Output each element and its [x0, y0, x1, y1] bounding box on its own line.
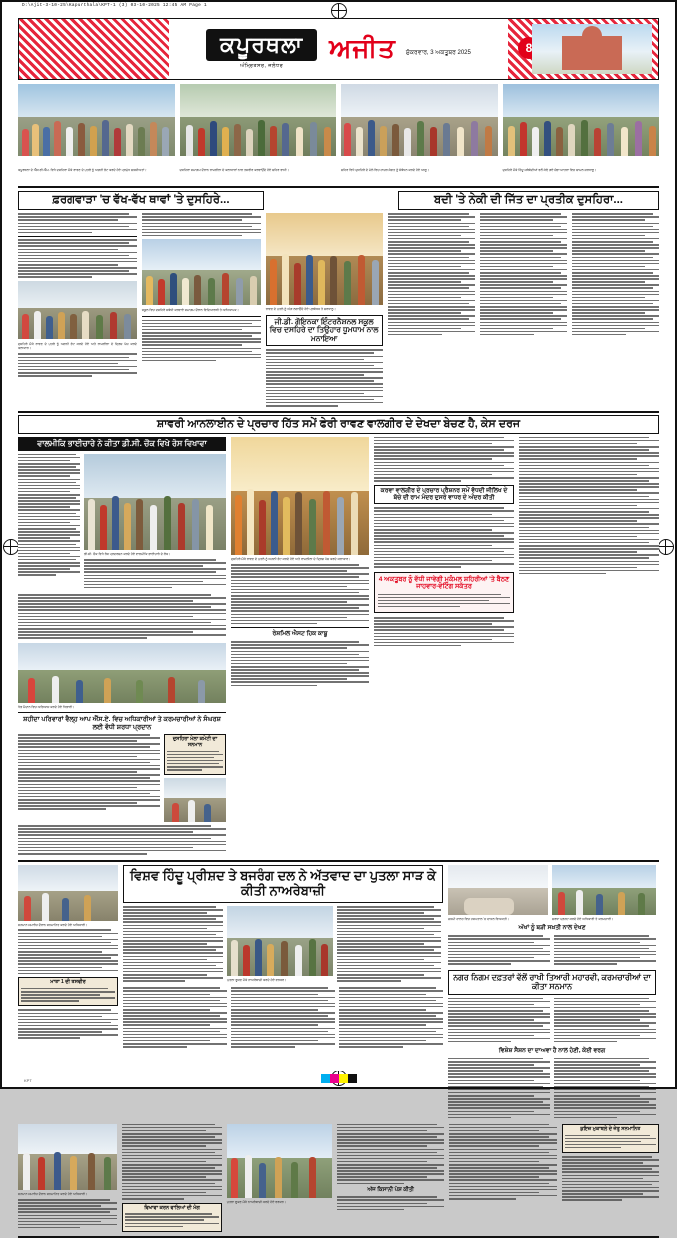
bottom-grid	[18, 1124, 659, 1232]
subhead-3: ਦੁਸਹਿਰਾ ਮੇਲਾ ਕਮੇਟੀ ਦਾ ਸਨਮਾਨ	[172, 736, 218, 748]
article-f1-text	[572, 213, 659, 335]
column-k	[18, 865, 118, 1120]
edition-sub: ਅੰਮ੍ਰਿਤਸਰ, ਜਲੰਧਰ	[240, 63, 284, 69]
article-m2-text	[554, 935, 656, 966]
article-l3-text	[123, 987, 227, 1049]
article-n1-text	[18, 1199, 117, 1228]
headline-8: 4 ਅਕਤੂਬਰ ਨੂੰ ਵੱਧੀ ਜਾਵੇਗੀ ਮੁਕੰਮਲ ਸ਼ਹਿਰੀਆਂ 'ਤੇ ਬੈਠਣ ਜਾਹਵਾਰ-ਵੋਟਿੰਗ ਸਕੱਤਰ	[378, 575, 510, 591]
caption-p: ਪੁਤਲਾ ਫੂਕਣ ਮੌਕੇ ਨਾਅਰੇਬਾਜ਼ੀ ਕਰਦੇ ਹੋਏ ਵਰਕਰ।	[226, 1199, 286, 1204]
caption-m1: ਜ਼ਖ਼ਮੀ ਹਾਲਤ ਵਿਚ ਹਸਪਤਾਲ 'ਚ ਦਾਖ਼ਲ ਵਿਅਕਤੀ।	[448, 917, 510, 922]
column-d	[388, 213, 475, 408]
photo-m2	[552, 865, 656, 915]
article-l5-text	[339, 987, 443, 1049]
top-photo-strip	[18, 84, 659, 184]
registration-mark-top	[331, 3, 347, 19]
dome-shape	[582, 26, 602, 38]
headline-6: ਰੇਸ਼ਮਿਲ ਐਸਟ ਹਿਕ ਕਾਬੂ	[272, 631, 328, 638]
footer-code: KPT	[24, 1078, 32, 1083]
article-a2-text	[18, 239, 137, 278]
photo-h	[231, 437, 369, 555]
caption-l: ਪੁਤਲਾ ਫੂਕਣ ਮੌਕੇ ਨਾਅਰੇਬਾਜ਼ੀ ਕਰਦੇ ਹੋਏ ਵਰਕਰ।	[227, 978, 287, 983]
headline-12: ਅੱਖਾਂ ਨੂੰ ਬੜੀ ਸਖ਼ਤੀ ਨਾਲ ਦੇਖਣ	[518, 925, 586, 932]
article-k2-text	[21, 988, 115, 1002]
photo-4-caption: ਦੁਸਹਿਰੇ ਮੌਕੇ ਹਿੰਦੂ ਜਥੇਬੰਦੀਆਂ ਵਲੋਂ ਕੱਢੇ ਗਏ ਸ਼ੋਭਾ ਯਾਤਰਾ ਵਿਚ ਸ਼ਾਮਲ ਸ਼ਰਧਾਲੂ।	[502, 168, 597, 172]
article-c1-text	[266, 349, 383, 406]
column-i	[374, 437, 514, 856]
article-s1-text	[565, 1135, 656, 1149]
article-i4-text	[374, 617, 514, 646]
caption-c: ਰਾਵਣ ਦੇ ਪੁਤਲੇ ਨੂੰ ਅੱਗ ਲਗਾਉਂਦੇ ਹੋਏ ਪ੍ਰਬੰਧਕ ਤੇ ਸ਼ਰਧਾਲੂ।	[265, 307, 336, 312]
photo-b	[142, 239, 261, 305]
article-g5-text	[167, 751, 223, 771]
divider-4	[18, 1236, 659, 1238]
cmyk-magenta	[330, 1074, 339, 1083]
sidebar-box-1	[18, 977, 118, 1006]
subhead-4: ਵਿਖਾਵਾ ਕਰਨ ਵਾਲਿਆਂ ਦੀ ਮੰਗ	[144, 1204, 200, 1211]
sidebar-box-2	[122, 1203, 221, 1232]
column-a	[18, 213, 137, 408]
caption-h: ਦੁਸਹਿਰੇ ਮੌਕੇ ਰਾਵਣ ਦੇ ਪੁਤਲੇ ਨੂੰ ਅਗਨੀ ਭੇਟ ਕਰਦੇ ਹੋਏ ਅਤੇ ਰਾਮਲੀਲਾ ਦੇ ਦ੍ਰਿਸ਼ ਪੇਸ਼ ਕਰਦੇ ਕਲਾਕਾਰ।	[231, 556, 351, 561]
photo-g	[84, 454, 226, 550]
cmyk-cyan	[321, 1074, 330, 1083]
column-f	[572, 213, 659, 408]
cmyk-black	[348, 1074, 357, 1083]
headline-11: ਨਗਰ ਨਿਗਮ ਦਫ਼ਤਰਾਂ ਵੱਲੋਂ ਰਾਖੀ ਤਿਆਰੀ ਮਹਾਰਵੀ, ਕਰਮਚਾਰੀਆਂ ਦਾ ਕੀਤਾ ਸਨਮਾਨ	[453, 973, 651, 992]
photo-m1	[448, 865, 548, 915]
caption-k: ਸਨਮਾਨ ਸਮਾਰੋਹ ਦੌਰਾਨ ਸਨਮਾਨਿਤ ਕਰਦੇ ਹੋਏ ਅਧਿਕਾਰੀ।	[18, 923, 88, 928]
photo-g2	[18, 643, 226, 703]
column-r	[449, 1124, 556, 1232]
photo-2-caption: ਦਸਹਿਰਾ ਸਮਾਗਮ ਦੌਰਾਨ ਰਾਮਲੀਲਾ ਦੇ ਕਲਾਕਾਰਾਂ ਨਾਲ ਤਸਵੀਰ ਕਰਵਾਉਂਦੇ ਹੋਏ ਸ਼ਹਿਰ ਵਾਸੀ।	[179, 168, 289, 172]
photo-k	[18, 865, 118, 921]
column-m	[448, 865, 656, 1120]
cmyk-yellow	[339, 1074, 348, 1083]
headline-4: ਸ਼ਾਵਰੀ ਆਨਲਾਈਨ ਦੇ ਪ੍ਰਚਾਰ ਹਿੱਤ ਸਮੇਂ ਫੇਰੀ ਰਾਵਣ ਵਾਲਗੀਰ ਦੇ ਦੇਖਦਾ ਬੇਚਣ ਹੈ, ਕੇਸ ਦਰਜ	[156, 418, 521, 431]
article-k3-text	[18, 1009, 118, 1038]
article-g3-text	[18, 594, 226, 639]
headline-13: ਅੱਜ ਕਿਸਾਨੀ ਪੇਸ਼ ਕੀਤੀ	[367, 1187, 414, 1194]
divider-2	[18, 411, 659, 413]
article-b1-text	[142, 213, 261, 236]
article-m1-text	[448, 935, 550, 966]
photo-4	[503, 84, 660, 156]
article-i1-text	[374, 437, 514, 482]
photo-3	[341, 84, 498, 156]
headline-3: ਜੀ.ਡੀ. ਗੋਇਨਕਾ ਇੰਟਰਨੈਸ਼ਨਲ ਸਕੂਲ ਵਿਚ ਦਸਹਿਰੇ ਦਾ ਤਿਉਹਾਰ ਧੂਮਧਾਮ ਨਾਲ ਮਨਾਇਆ	[269, 316, 379, 343]
building-shape	[562, 36, 622, 70]
article-l1-text	[123, 906, 223, 983]
article-m5-text	[448, 1058, 550, 1120]
column-j	[519, 437, 659, 856]
article-j1-text	[519, 437, 659, 575]
column-e	[480, 213, 567, 408]
article-m3-text	[448, 998, 550, 1044]
article-l4-text	[231, 987, 335, 1049]
article-g2-text	[84, 559, 226, 588]
photo-n	[18, 1124, 117, 1190]
article-a3-text	[18, 353, 137, 376]
masthead-center	[169, 19, 508, 79]
column-q	[337, 1124, 444, 1232]
headline-8-box	[374, 572, 514, 613]
issue-date: ਸ਼ੁੱਕਰਵਾਰ, 3 ਅਕਤੂਬਰ 2025	[405, 50, 471, 56]
article-s2-text	[562, 1156, 659, 1201]
headline-9: ਵਿਸ਼ਵ ਹਿੰਦੂ ਪ੍ਰੀਸ਼ਦ ਤੇ ਬਜਰੰਗ ਦਲ ਨੇ ਅੱਤਵਾਦ ਦਾ ਪੁਤਲਾ ਸਾੜ ਕੇ ਕੀਤੀ ਨਾਅਰੇਬਾਜ਼ੀ	[129, 868, 437, 899]
article-o1-text	[122, 1124, 221, 1200]
article-a1-text	[18, 213, 137, 233]
article-d1-text	[388, 213, 475, 335]
column-g	[18, 437, 226, 856]
article-i3-text	[378, 594, 510, 608]
headline-4-box	[18, 415, 659, 434]
divider-1	[18, 186, 659, 188]
divider-g	[18, 712, 226, 713]
sidebar-box-3	[562, 1124, 659, 1153]
photo-1	[18, 84, 175, 156]
article-m6-text	[554, 1058, 656, 1120]
article-e1-text	[480, 213, 567, 335]
masthead-pattern-left	[19, 19, 169, 79]
photo-1-caption: ਕਪੂਰਥਲਾ ਦੇ ਐੱਸ.ਡੀ.ਐੱਮ. ਵਿਖੇ ਦਸਹਿਰਾ ਮੌਕੇ ਰਾਵਣ ਦੇ ਪੁਤਲੇ ਨੂੰ ਅਗਨੀ ਭੇਟ ਕਰਦੇ ਹੋਏ ਪ੍ਰਮੁੱਖ ਸ਼ਖ਼ਸੀਅਤਾਂ।	[18, 168, 147, 172]
column-l	[123, 865, 443, 1120]
divider-b1	[142, 316, 261, 317]
headline-10: ਸ਼ਹੀਦਾ ਪਰਿਵਾਰਾਂ ਵੈਲ੍ਹ ਆਪ ਐੱਸ.ਏ. ਵਿਚ ਅਧਿਕਾਰੀਆਂ ਤੇ ਕਰਮਚਾਰੀਆਂ ਨੇ ਸੰਘਰਸ਼ ਲਈ ਵੱਧੀ ਸ਼ਰਧਾ ਪ੍ਰਦਾਨ	[23, 716, 221, 731]
headline-7: ਕਰਵਾ ਵਾਲਗੀਰ ਦੇ ਪ੍ਰਚਾਰ ਪ੍ਰੈਸ਼ਨਰ ਸਮੇਂ ਵੱਧਦੀ ਜੀਲਿਖ ਦੇ ਬੱਚੇ ਦੀ ਰਾਮ ਮੰਦਰ ਦੁਸਰੇ ਵਾਧਰ ਦੇ ਅੰਦਰ ਕੀਤੀ	[380, 487, 508, 501]
article-g6-text	[18, 825, 226, 854]
article-i2-text	[374, 507, 514, 567]
article-b2-text	[142, 320, 261, 362]
second-grid	[18, 437, 659, 856]
edition-title: ਕਪੂਰਥਲਾ	[206, 29, 317, 61]
photo-g3	[164, 778, 226, 822]
divider-h	[231, 627, 369, 628]
caption-m2: ਸ਼ਰਧਾ ਪ੍ਰਗਟ ਕਰਦੇ ਹੋਏ ਅਧਿਕਾਰੀ ਤੇ ਕਰਮਚਾਰੀ।	[552, 917, 614, 922]
divider-a1	[18, 236, 137, 237]
masthead	[18, 18, 659, 80]
article-o2-text	[125, 1213, 218, 1227]
column-h	[231, 437, 369, 856]
article-r1-text	[449, 1124, 556, 1200]
headline-3-box	[266, 315, 383, 347]
column-s	[562, 1124, 659, 1232]
photo-a	[18, 281, 137, 339]
headline-14: ਵਿਸ਼ੇਸ਼ ਸੈਸ਼ਨ ਦਾ ਦਾਅਵਾ ਹੈ ਨਾਲ ਹੋਣੀ, ਕੋਈ ਵਰਗ	[498, 1048, 606, 1055]
article-l2-text	[337, 906, 441, 983]
article-h1-text	[231, 564, 369, 624]
column-p	[227, 1124, 332, 1232]
headline-11-box	[448, 970, 656, 994]
article-g4-text	[18, 734, 160, 822]
photo-p	[227, 1124, 332, 1198]
registration-mark-left	[3, 539, 19, 555]
registration-mark-right	[658, 539, 674, 555]
column-o	[122, 1124, 221, 1232]
article-m4-text	[554, 998, 656, 1044]
headline-9-box	[123, 865, 443, 903]
article-g1-text	[18, 454, 80, 576]
main-grid	[18, 213, 659, 408]
crop-bar-top	[0, 0, 677, 2]
headline-2: ਬਦੀ 'ਤੇ ਨੇਕੀ ਦੀ ਜਿੱਤ ਦਾ ਪ੍ਰਤੀਕ ਦੁਸਹਿਰਾ...	[433, 194, 623, 206]
subhead-5: ਕੁਇਜ਼ ਮੁਕਾਬਲੇ ਦੇ ਜੇਤੂ ਸਨਮਾਨਿਤ	[580, 1125, 641, 1132]
photo-3-caption: ਸ਼ਹਿਰ ਵਿਖੇ ਦੁਸਹਿਰੇ ਦੇ ਮੇਲੇ ਵਿਚ ਹਾਜ਼ਰ ਸੰਗਤ ਨੂੰ ਸੰਬੋਧਨ ਕਰਦੇ ਹੋਏ ਆਗੂ।	[341, 168, 430, 172]
column-b	[142, 213, 261, 408]
masthead-photo	[532, 24, 652, 74]
cmyk-color-bar	[321, 1074, 357, 1083]
paper-name: ਅਜੀਤ	[329, 33, 396, 63]
photo-2	[180, 84, 337, 156]
article-q2-text	[337, 1196, 444, 1210]
caption-g2: ਖੇਡ ਮੈਦਾਨ ਵਿਚ ਅਭਿਆਸ ਕਰਦੇ ਹੋਏ ਖਿਡਾਰੀ।	[18, 704, 75, 709]
caption-a: ਦੁਸਹਿਰੇ ਮੌਕੇ ਰਾਵਣ ਦੇ ਪੁਤਲੇ ਨੂੰ ਅਗਨੀ ਭੇਟ ਕਰਦੇ ਹੋਏ ਅਤੇ ਰਾਮਲੀਲਾ ਦੇ ਦ੍ਰਿਸ਼ ਪੇਸ਼ ਕਰਦੇ ਕਲਾਕਾਰ।	[18, 341, 137, 351]
caption-n: ਸਨਮਾਨ ਸਮਾਰੋਹ ਦੌਰਾਨ ਸਨਮਾਨਿਤ ਕਰਦੇ ਹੋਏ ਅਧਿਕਾਰੀ।	[18, 1191, 88, 1196]
article-q1-text	[337, 1124, 444, 1184]
print-slug: D:\Ajit-3-10-25\Kapurthala\KPT-1 (3) 03-10-2025 12:45 AM Page 1	[22, 3, 207, 8]
column-c	[266, 213, 383, 408]
subhead-1: ਮਾਤਾ 1 ਦੀ ਤਸਵੀਰ	[50, 979, 86, 986]
crop-bar-left	[0, 0, 2, 1089]
photo-l	[227, 906, 333, 976]
headline-7-box	[374, 485, 514, 505]
divider-3	[18, 860, 659, 862]
photo-c	[266, 213, 383, 305]
article-h2-text	[231, 641, 369, 686]
caption-b: ਸਕੂਲ ਵਿਚ ਦਸਹਿਰੇ ਸਬੰਧੀ ਕਰਵਾਏ ਸਮਾਗਮ ਦੌਰਾਨ ਵਿਦਿਆਰਥੀ ਤੇ ਅਧਿਆਪਕ।	[141, 308, 239, 313]
headline-5: ਵਾਲਮੀਕਿ ਭਾਈਚਾਰੇ ਨੇ ਕੀਤਾ ਡੀ.ਸੀ. ਚੌਕ ਵਿਖੇ ਰੋਸ ਵਿਖਾਵਾ	[18, 437, 226, 451]
column-n	[18, 1124, 117, 1232]
crowd-shape	[18, 111, 175, 156]
caption-g: ਡੀ.ਸੀ. ਚੌਕ ਵਿਖੇ ਰੋਸ ਪ੍ਰਦਰਸ਼ਨ ਕਰਦੇ ਹੋਏ ਵਾਲਮੀਕਿ ਭਾਈਚਾਰੇ ਦੇ ਲੋਕ।	[84, 551, 171, 556]
article-k1-text	[18, 929, 118, 974]
headline-1: ਫ਼ਰਗਵਾੜਾ 'ਚ ਵੱਖ-ਵੱਖ ਥਾਵਾਂ 'ਤੇ ਦੁਸਹਿਰੇ...	[52, 194, 230, 206]
page-number-badge: 8	[518, 37, 540, 59]
headline-band	[18, 191, 659, 210]
